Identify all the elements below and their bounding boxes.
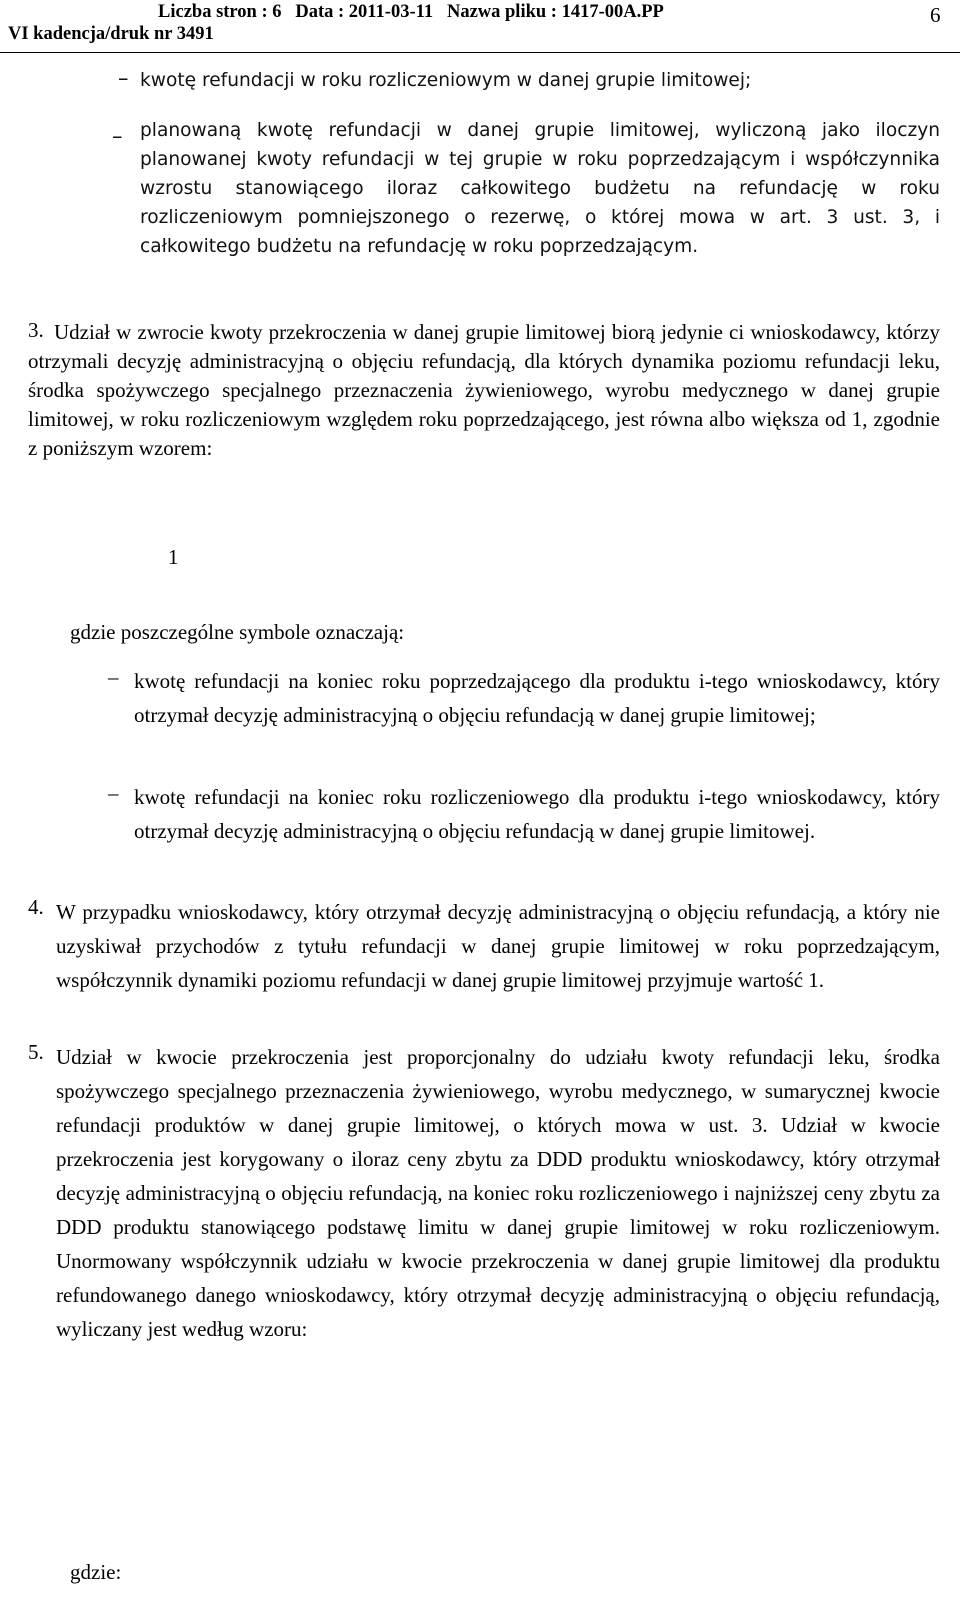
list-item: planowaną kwotę refundacji w danej grupie limitowej, wyliczoną jako iloczyn planowanej kwoty refundacji w tej grupie w roku poprzedzającym i współczynnika wzrostu stanowiącego iloraz całkowitego budżetu na refundację w roku rozliczeniowym pomniejszonego o rezerwę, o której mowa w art. 3 ust. 3, i całkowitego budżetu na refundację w roku poprzedzającym. [140,120,940,257]
formula-legend-label: gdzie: [70,1560,122,1584]
paragraph: Udział w kwocie przekroczenia jest proporcjonalny do udziału kwoty refundacji leku, środka spożywczego specjalnego przeznaczenia żywieniowego, wyrobu medycznego, w sumarycznej kwocie refundacji produktów w danej grupie limitowej, o których mowa w ust. 3. Udział w kwocie przekroczenia jest korygowany o iloraz ceny zbytu za DDD produktu wnioskodawcy, który otrzymał decyzję administracyjną o objęciu refundacją, na koniec roku rozliczeniowego i najniższej ceny zbytu za DDD produktu stanowiącego podstawę limitu w danej grupie limitowej w roku rozliczeniowym. Unormowany współczynnik udziału w kwocie przekroczenia w danej grupie limitowej dla produktu refundowanego danego wnioskodawcy, który otrzymał decyzję administracyjną o objęciu refundacją, wyliczany jest według wzoru: [56,1045,940,1341]
header-print-number: VI kadencja/druk nr 3491 [8,24,214,44]
list-dash: – [118,66,129,90]
list-dash: – [108,781,119,805]
formula-value: 1 [168,545,179,569]
page-number: 6 [930,3,941,27]
paragraph: Udział w zwrocie kwoty przekroczenia w danej grupie limitowej biorą jedynie ci wnioskodawcy, którzy otrzymali decyzję administracyjną o objęciu refundacją, dla których dynamika poziomu refundacji leku, środka spożywczego specjalnego przeznaczenia żywieniowego, wyrobu medycznego w danej grupie limitowej, w roku rozliczeniowym względem roku poprzedzającego, jest równa albo większa od 1, zgodnie z poniższym wzorem: [28,320,940,460]
symbols-intro: gdzie poszczególne symbole oznaczają: [70,620,405,644]
symbol-definition: kwotę refundacji na koniec roku rozliczeniowego dla produktu i-tego wnioskodawcy, który otrzymał decyzję administracyjną o objęciu refundacją w danej grupie limitowej. [134,785,940,843]
header-file-info: Liczba stron : 6 Data : 2011-03-11 Nazwa pliku : 1417-00A.PP [158,2,664,22]
section-number: 5. [28,1040,44,1064]
list-dash: – [108,665,119,689]
document-header [0,0,960,53]
section-number: 4. [28,895,44,919]
symbol-definition: kwotę refundacji na koniec roku poprzedzającego dla produktu i-tego wnioskodawcy, który otrzymał decyzję administracyjną o objęciu refundacją w danej grupie limitowej; [134,669,940,727]
list-dash: – [112,124,123,148]
section-number: 3. [28,318,44,342]
paragraph: W przypadku wnioskodawcy, który otrzymał decyzję administracyjną o objęciu refundacją, a który nie uzyskiwał przychodów z tytułu refundacji w danej grupie limitowej w roku poprzedzającym, współczynnik dynamiki poziomu refundacji w danej grupie limitowej przyjmuje wartość 1. [56,900,940,992]
list-item: kwotę refundacji w roku rozliczeniowym w danej grupie limitowej; [140,70,752,91]
